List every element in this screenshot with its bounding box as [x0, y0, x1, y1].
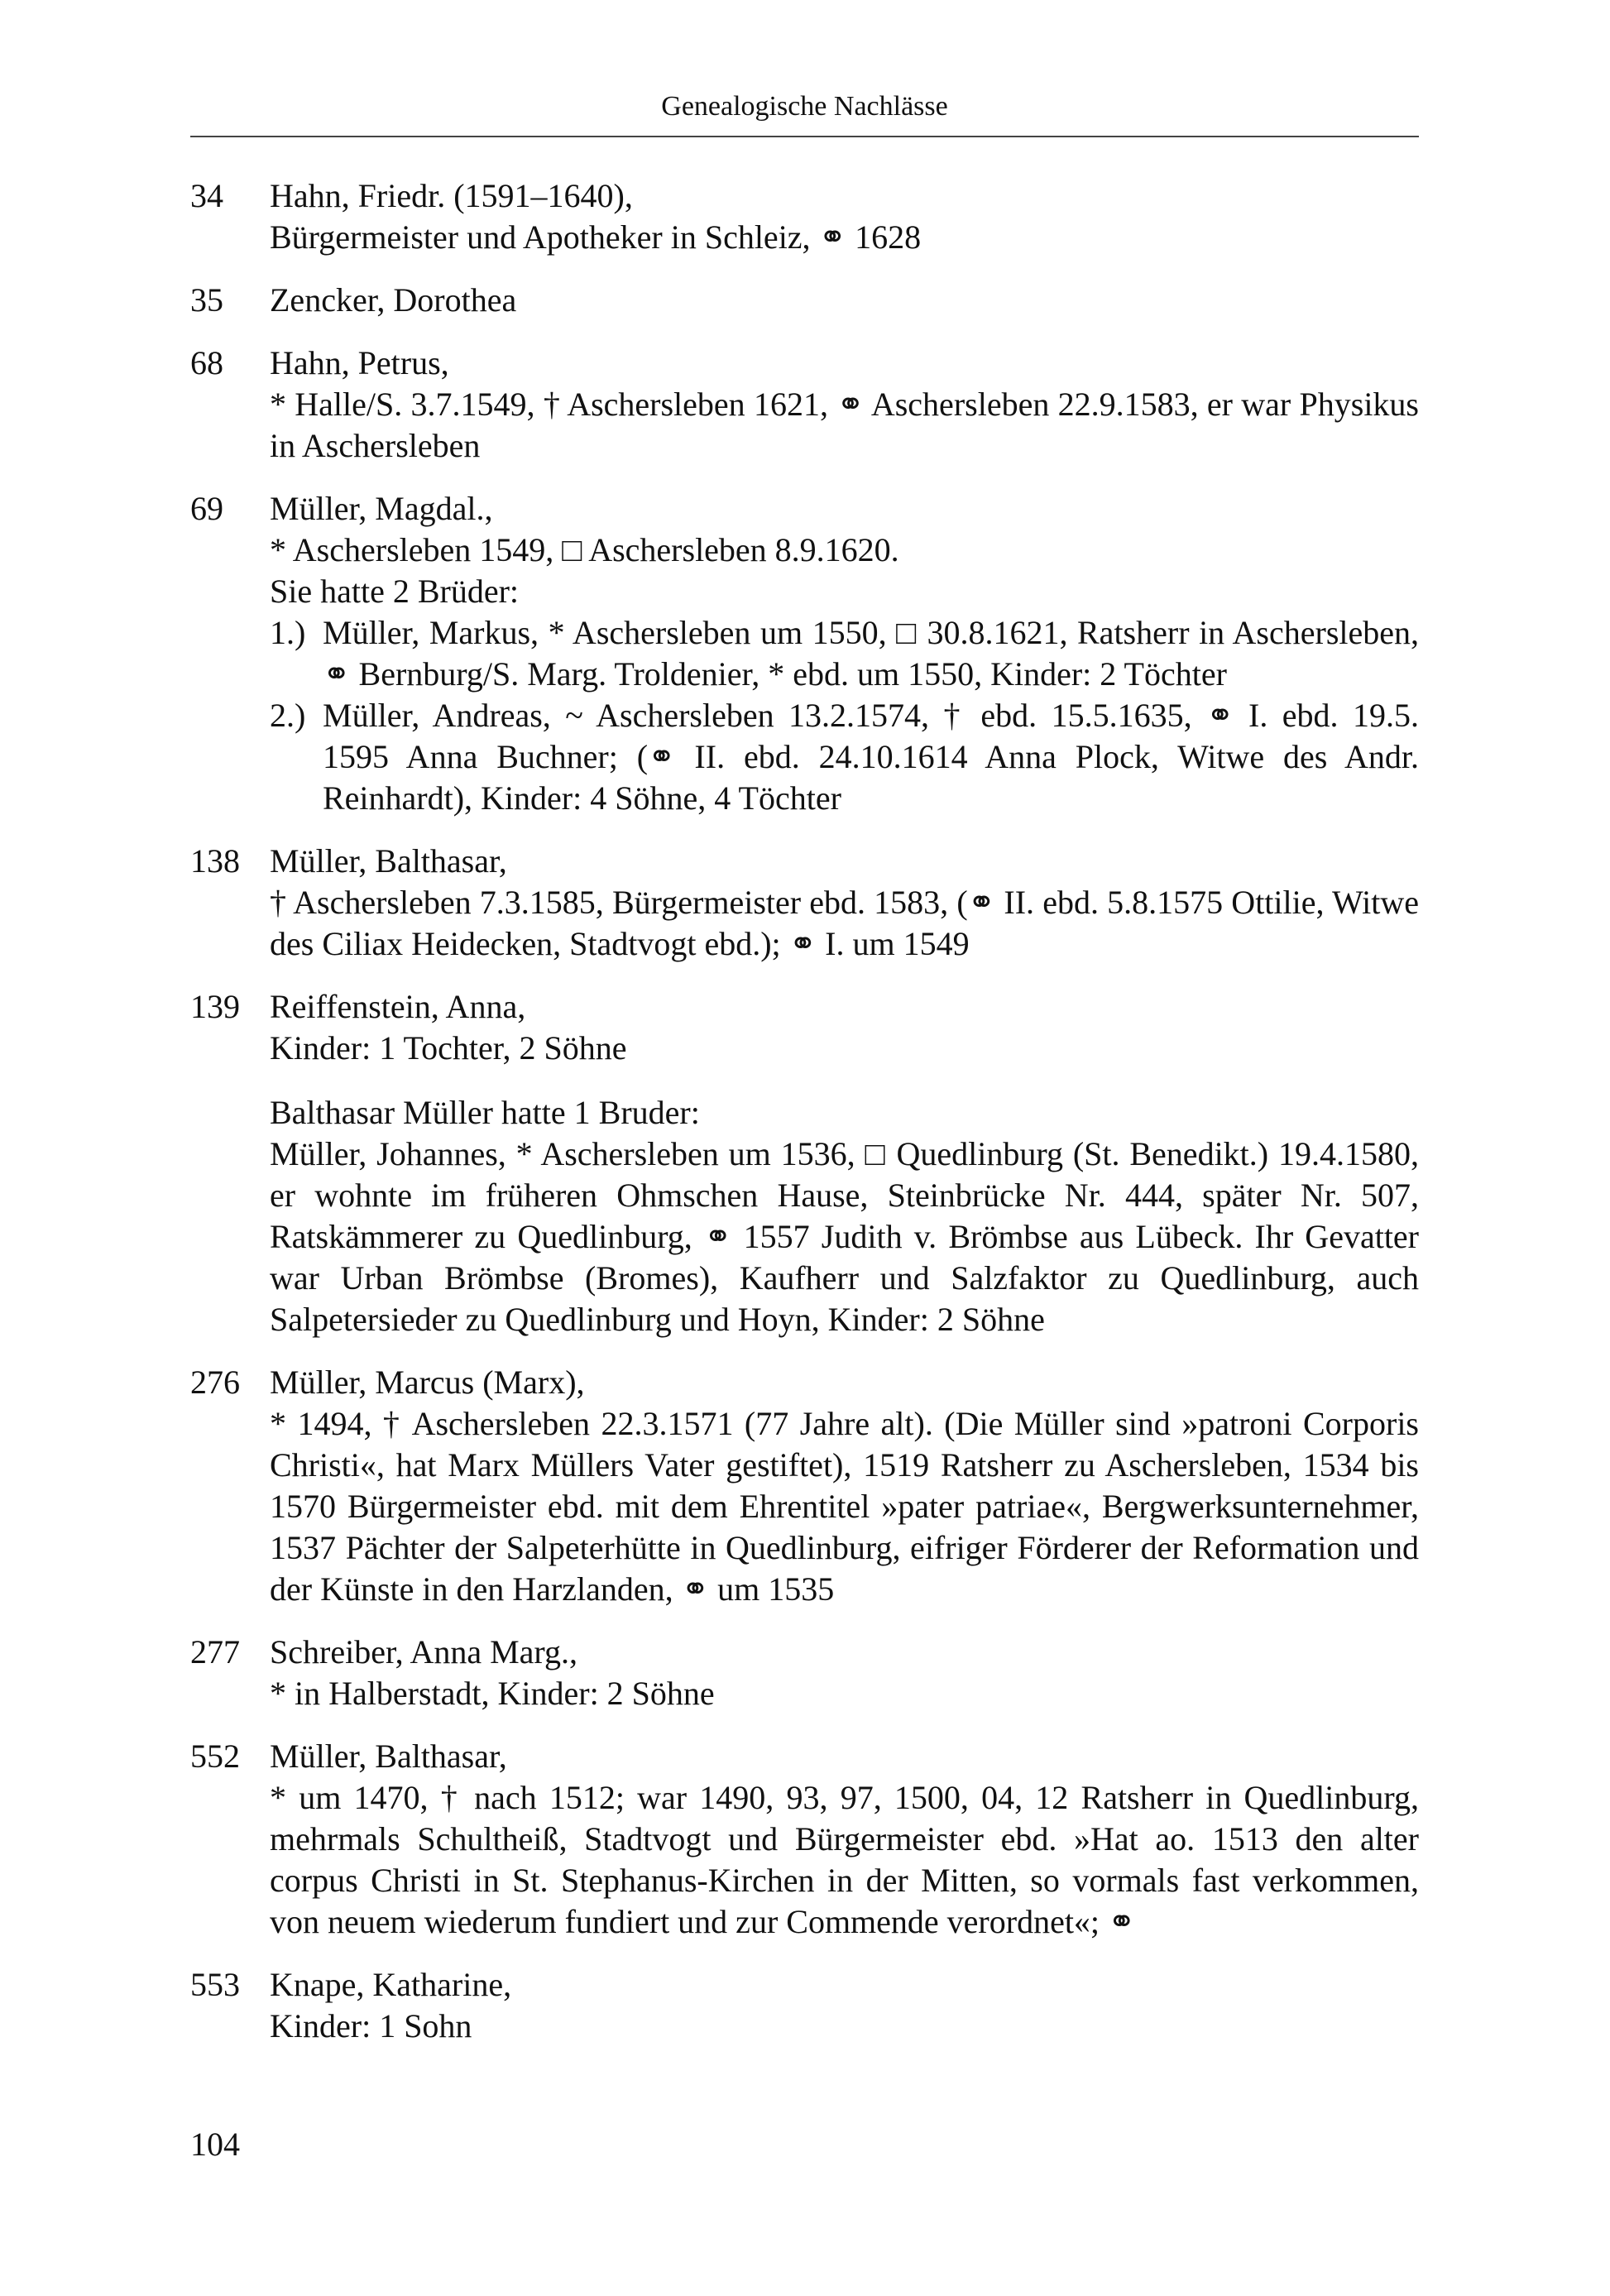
entry-text: * Halle/S. 3.7.1549, † Aschersleben 1621, ⚭ Aschersleben 22.9.1583, er war Physikus in Aschersleben — [270, 386, 1419, 464]
header-rule — [190, 136, 1419, 137]
entry-138 — [190, 841, 1419, 965]
entry-35 — [190, 280, 1419, 321]
note-text: Müller, Johannes, * Aschersleben um 1536, □ Quedlinburg (St. Benedikt.) 19.4.1580, er wohnte im früheren Ohmschen Hause, Steinbrücke Nr. 444, später Nr. 507, Ratskämmerer zu Quedlinburg, ⚭ 1557 Judith v. Brömbse aus Lübeck. Ihr Gevatter war Urban Brömbse (Bromes), Kaufherr und Salzfaktor zu Quedlinburg, auch Salpetersieder zu Quedlinburg und Hoyn, Kinder: 2 Söhne — [270, 1135, 1419, 1338]
entry-number: 276 — [190, 1364, 240, 1401]
entry-553 — [190, 1964, 1419, 2047]
entry-body — [270, 1964, 1419, 2047]
entry-text: † Aschersleben 7.3.1585, Bürgermeister ebd. 1583, (⚭ II. ebd. 5.8.1575 Ottilie, Witwe des Ciliax Heidecken, Stadtvogt ebd.); ⚭ I. um 1549 — [270, 884, 1419, 962]
page-number: 104 — [190, 2126, 240, 2163]
entry-139 — [190, 986, 1419, 1340]
entry-text: * in Halberstadt, Kinder: 2 Söhne — [270, 1675, 715, 1712]
entry-34 — [190, 175, 1419, 258]
entry-text: Sie hatte 2 Brüder: — [270, 573, 520, 610]
entry-text: * 1494, † Aschersleben 22.3.1571 (77 Jahre alt). (Die Müller sind »patroni Corporis Christi«, hat Marx Müllers Vater gestiftet), 1519 Ratsherr zu Aschersleben, 1534 bis 1570 Bürgermeister ebd. mit dem Ehrentitel »pater patriae«, Bergwerksunternehmer, 1537 Pächter der Salpeterhütte in Quedlinburg, eifriger Förderer der Reformation und der Künste in den Harzlanden, ⚭ um 1535 — [270, 1405, 1419, 1608]
sibling-text: Müller, Markus, * Aschersleben um 1550, □ 30.8.1621, Ratsherr in Aschersleben, ⚭ Bernburg/S. Marg. Troldenier, * ebd. um 1550, Kinder: 2 Töchter — [323, 614, 1419, 693]
entry-body — [270, 1736, 1419, 1943]
entry-body — [270, 841, 1419, 965]
entry-number: 553 — [190, 1966, 240, 2003]
entry-body — [270, 175, 1419, 258]
entry-text: Kinder: 1 Tochter, 2 Söhne — [270, 1029, 627, 1067]
entry-276 — [190, 1362, 1419, 1610]
entry-body — [270, 488, 1419, 819]
entry-name: Reiffenstein, Anna, — [270, 988, 526, 1025]
sibling-item — [270, 695, 1419, 819]
entry-name: Hahn, Friedr. (1591–1640), — [270, 177, 633, 214]
entry-277 — [190, 1632, 1419, 1714]
sibling-item — [270, 612, 1419, 695]
genealogy-list — [190, 175, 1419, 2068]
entry-number: 69 — [190, 490, 223, 527]
entry-number: 35 — [190, 281, 223, 319]
entry-name: Knape, Katharine, — [270, 1966, 512, 2003]
entry-number: 552 — [190, 1738, 240, 1775]
entry-69 — [190, 488, 1419, 819]
entry-68 — [190, 343, 1419, 467]
entry-name: Müller, Marcus (Marx), — [270, 1364, 585, 1401]
entry-name: Müller, Magdal., — [270, 490, 493, 527]
sibling-text: Müller, Andreas, ~ Aschersleben 13.2.1574, † ebd. 15.5.1635, ⚭ I. ebd. 19.5. 1595 Anna Buchner; (⚭ II. ebd. 24.10.1614 Anna Plock, Witwe des Andr. Reinhardt), Kinder: 4 Söhne, 4 Töchter — [323, 697, 1419, 817]
entry-text: * um 1470, † nach 1512; war 1490, 93, 97, 1500, 04, 12 Ratsherr in Quedlinburg, mehrmals Schultheiß, Stadtvogt und Bürgermeister ebd. »Hat ao. 1513 den alter corpus Christi in St. Stephanus-Kirchen in der Mitten, so vormals fast verkommen, von neuem wiederum fundiert und zur Commende verordnet«; ⚭ — [270, 1779, 1419, 1940]
entry-body — [270, 343, 1419, 467]
entry-name: Müller, Balthasar, — [270, 842, 507, 880]
entry-number: 68 — [190, 344, 223, 381]
entry-body — [270, 986, 1419, 1340]
entry-number: 138 — [190, 842, 240, 880]
entry-number: 34 — [190, 177, 223, 214]
entry-text: * Aschersleben 1549, □ Aschersleben 8.9.1620. — [270, 531, 899, 568]
entry-body — [270, 1362, 1419, 1610]
entry-body — [270, 280, 1419, 321]
entry-name: Hahn, Petrus, — [270, 344, 449, 381]
entry-number: 277 — [190, 1633, 240, 1670]
entry-552 — [190, 1736, 1419, 1943]
sibling-number: 2.) — [270, 697, 306, 734]
entry-number: 139 — [190, 988, 240, 1025]
note-title: Balthasar Müller hatte 1 Bruder: — [270, 1094, 700, 1131]
entry-text: Bürgermeister und Apotheker in Schleiz, ⚭ 1628 — [270, 218, 922, 256]
entry-name: Schreiber, Anna Marg., — [270, 1633, 578, 1670]
entry-text: Kinder: 1 Sohn — [270, 2007, 472, 2044]
entry-name: Müller, Balthasar, — [270, 1738, 507, 1775]
entry-body — [270, 1632, 1419, 1714]
running-header: Genealogische Nachlässe — [661, 91, 948, 122]
sibling-number: 1.) — [270, 614, 306, 651]
entry-name: Zencker, Dorothea — [270, 281, 517, 319]
